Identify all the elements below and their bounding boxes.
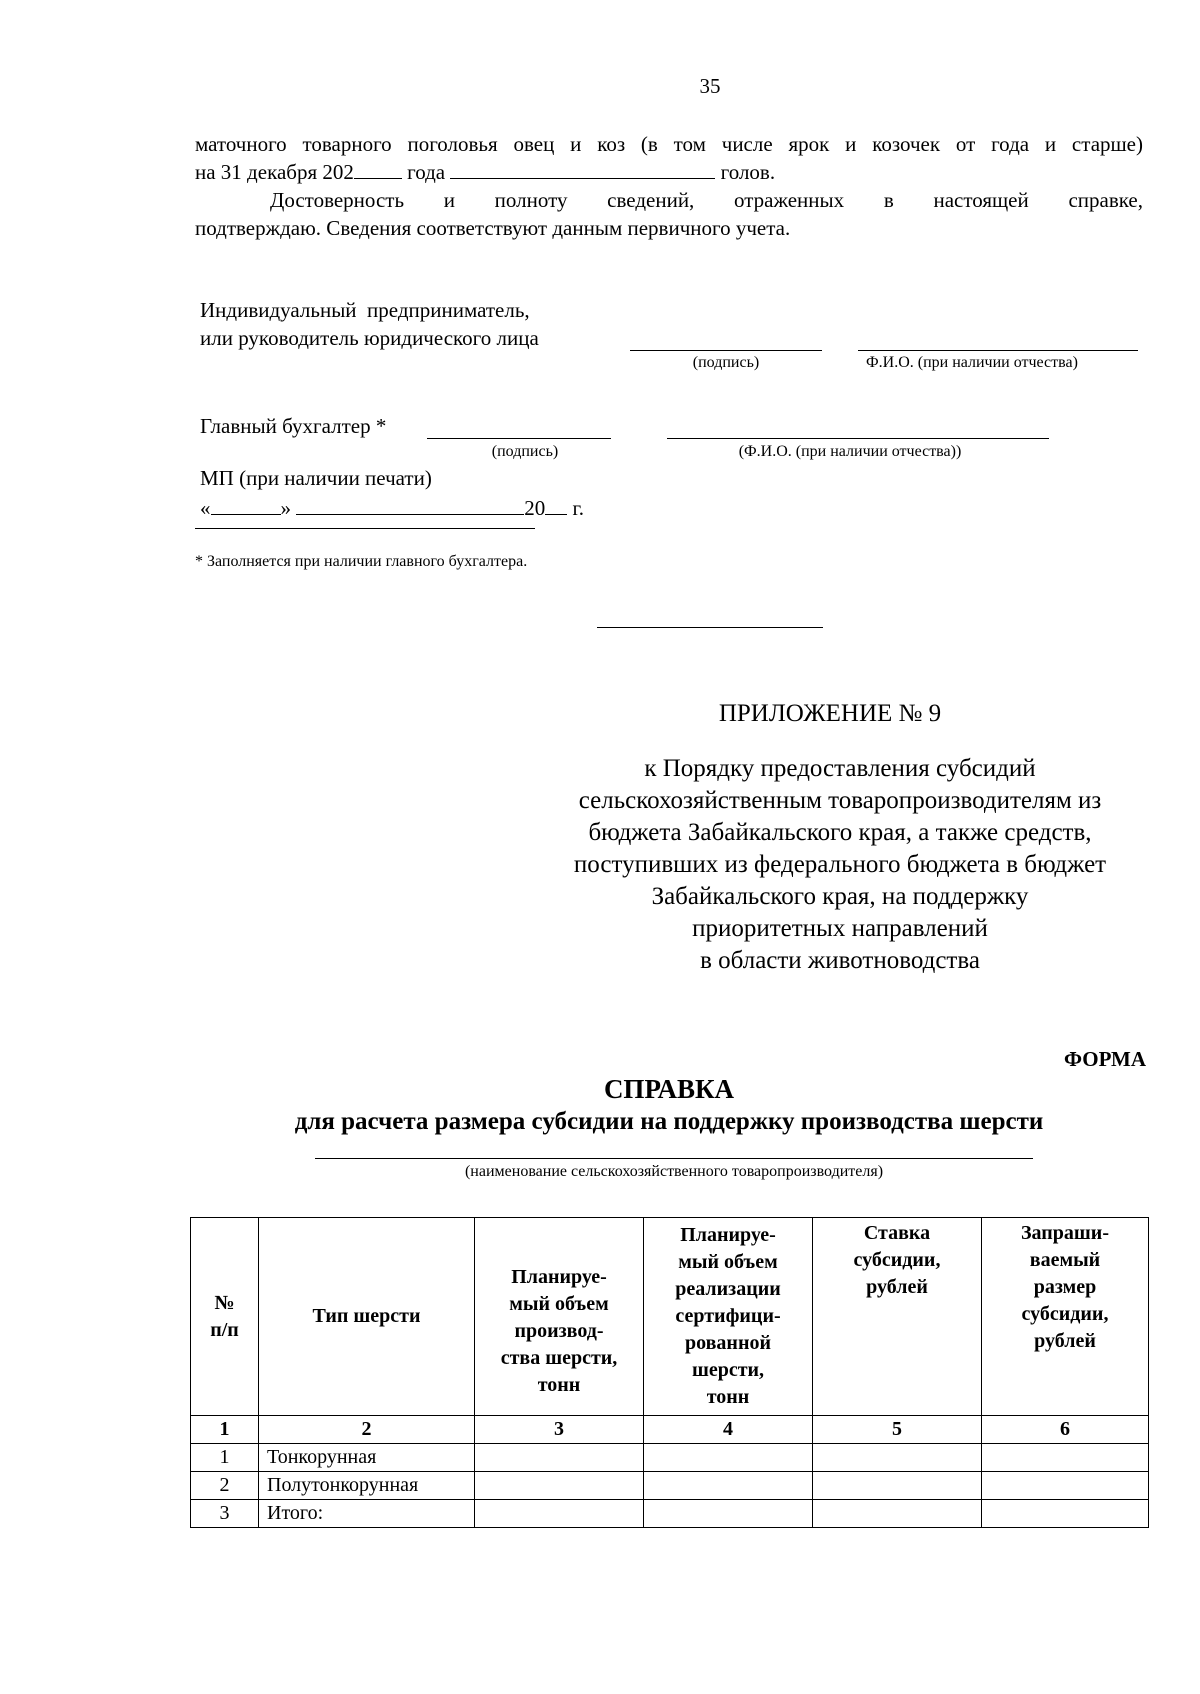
header-line: субсидии, (853, 1249, 941, 1271)
header-number (191, 1218, 259, 1416)
requested-subsidy-cell[interactable] (982, 1444, 1149, 1472)
appendix-line: Забайкальского края, на поддержку (651, 883, 1029, 910)
table-row (191, 1500, 1149, 1528)
year-suffix-blank (545, 494, 567, 515)
intro-year-text: года (407, 160, 446, 184)
planned-sales-cell[interactable] (644, 1444, 813, 1472)
date-close-quote: » (280, 496, 291, 520)
column-number: 3 (475, 1416, 644, 1444)
entrepreneur-signature-hint: (подпись) (692, 354, 760, 371)
header-line: рованной (685, 1332, 771, 1354)
chief-fio-line (667, 418, 1049, 439)
appendix-line: поступивших из федерального бюджета в бюджет (573, 851, 1107, 878)
confirm-line-1: Достоверность и полноту сведений, отраженных в настоящей справке, (270, 188, 1143, 212)
column-numbers-row (191, 1416, 1149, 1444)
chief-signature-hint: (подпись) (491, 443, 559, 460)
intro-line-2 (195, 158, 775, 186)
date-open-quote: « (200, 496, 211, 520)
producer-name-hint: (наименование сельскохозяйственного товаропроизводителя) (464, 1163, 884, 1180)
header-line: тонн (537, 1374, 581, 1396)
entrepreneur-fio-line (858, 330, 1138, 351)
chief-signature-line (427, 418, 611, 439)
chief-accountant-label: Главный бухгалтер * (200, 414, 387, 438)
row-number: 3 (191, 1500, 259, 1528)
stamp-label: МП (при наличии печати) (200, 466, 432, 490)
appendix-title: ПРИЛОЖЕНИЕ № 9 (718, 700, 942, 727)
footnote-separator (195, 527, 535, 529)
header-wool-type (259, 1218, 475, 1416)
planned-sales-cell[interactable] (644, 1472, 813, 1500)
column-number: 4 (644, 1416, 813, 1444)
header-line: Ставка (863, 1222, 931, 1244)
chief-fio-hint: (Ф.И.О. (при наличии отчества)) (738, 443, 962, 460)
header-line: размер (1033, 1276, 1097, 1298)
producer-name-line (315, 1148, 1033, 1159)
wool-subsidy-table (190, 1217, 1149, 1528)
entrepreneur-fio-hint: Ф.И.О. (при наличии отчества) (866, 354, 1078, 371)
date-year-prefix: 20 (524, 496, 546, 520)
row-wool-type: Итого: (259, 1500, 475, 1528)
intro-line-1: маточного товарного поголовья овец и коз (в том числе ярок и козочек от года и старше) (195, 132, 1143, 156)
header-requested-subsidy (982, 1218, 1149, 1416)
column-number: 6 (982, 1416, 1149, 1444)
intro-heads-text: голов. (720, 160, 776, 184)
form-title: СПРАВКА (603, 1074, 735, 1104)
day-blank (211, 494, 281, 515)
planned-production-cell[interactable] (475, 1444, 644, 1472)
column-number: 1 (191, 1416, 259, 1444)
month-blank (296, 494, 524, 515)
table-header-row (191, 1218, 1149, 1416)
form-subtitle: для расчета размера субсидии на поддержку производства шерсти (294, 1108, 1044, 1135)
header-line: производ- (514, 1320, 604, 1342)
intro-date-text: на 31 декабря 202 (195, 160, 354, 184)
date-year-suffix: г. (572, 496, 584, 520)
requested-subsidy-cell[interactable] (982, 1472, 1149, 1500)
header-line: сертифици- (675, 1305, 781, 1327)
header-line: мый объем (678, 1251, 778, 1273)
column-number: 5 (813, 1416, 982, 1444)
header-line: субсидии, (1021, 1303, 1109, 1325)
confirm-line-2: подтверждаю. Сведения соответствуют данным первичного учета. (195, 216, 791, 240)
header-line: ства шерсти, (500, 1347, 618, 1369)
header-line: Планируе- (511, 1266, 607, 1288)
year-blank (354, 158, 402, 179)
subsidy-rate-cell[interactable] (813, 1444, 982, 1472)
footnote: * Заполняется при наличии главного бухгалтера. (195, 553, 528, 570)
appendix-line: в области животноводства (700, 947, 980, 974)
header-line: реализации (675, 1278, 781, 1300)
header-line: Запраши- (1020, 1222, 1109, 1244)
table-row (191, 1444, 1149, 1472)
requested-subsidy-cell[interactable] (982, 1500, 1149, 1528)
row-wool-type: Полутонкорунная (259, 1472, 475, 1500)
appendix-line: сельскохозяйственным товаропроизводителям из (578, 787, 1102, 814)
date-row (200, 494, 584, 522)
header-planned-sales (644, 1218, 813, 1416)
entrepreneur-signature-line (630, 330, 822, 351)
header-line: шерсти, (691, 1359, 765, 1381)
header-line: рублей (866, 1276, 928, 1298)
header-line: мый объем (509, 1293, 609, 1315)
header-line: Тип шерсти (312, 1305, 421, 1327)
row-number: 2 (191, 1472, 259, 1500)
header-line: Планируе- (680, 1224, 776, 1246)
subsidy-rate-cell[interactable] (813, 1472, 982, 1500)
column-number: 2 (259, 1416, 475, 1444)
section-divider (597, 626, 823, 628)
entrepreneur-label-2: или руководитель юридического лица (200, 326, 539, 350)
page-number: 35 (699, 74, 721, 98)
header-line: тонн (706, 1386, 750, 1408)
appendix-line: к Порядку предоставления субсидий (644, 755, 1036, 782)
header-line: № (214, 1291, 235, 1314)
row-number: 1 (191, 1444, 259, 1472)
header-line: рублей (1034, 1330, 1096, 1352)
header-line: п/п (210, 1318, 239, 1341)
planned-production-cell[interactable] (475, 1472, 644, 1500)
table-row (191, 1472, 1149, 1500)
form-label: ФОРМА (1063, 1047, 1146, 1071)
appendix-line: бюджета Забайкальского края, а также средств, (588, 819, 1092, 846)
subsidy-rate-cell[interactable] (813, 1500, 982, 1528)
header-planned-production (475, 1218, 644, 1416)
entrepreneur-label-1: Индивидуальный предприниматель, (200, 298, 530, 322)
planned-production-cell[interactable] (475, 1500, 644, 1528)
header-line: ваемый (1029, 1249, 1101, 1271)
appendix-text (520, 753, 1160, 977)
row-wool-type: Тонкорунная (259, 1444, 475, 1472)
head-count-blank (450, 158, 715, 179)
appendix-line: приоритетных направлений (692, 915, 988, 942)
header-subsidy-rate (813, 1218, 982, 1416)
planned-sales-cell[interactable] (644, 1500, 813, 1528)
